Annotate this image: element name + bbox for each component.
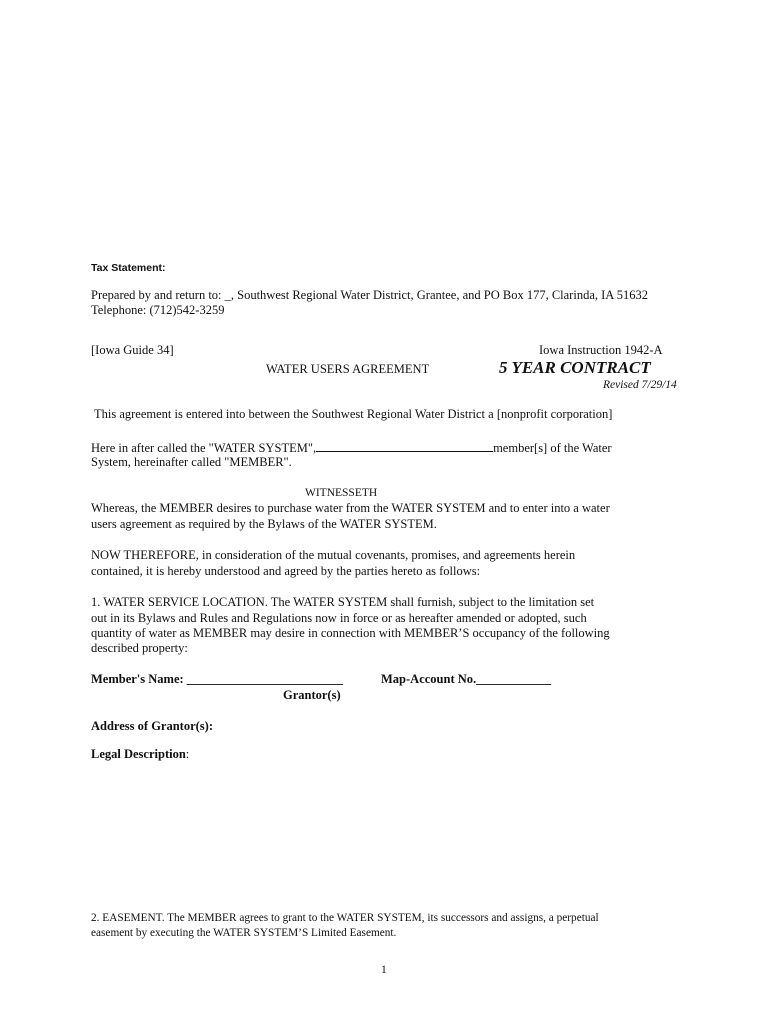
hereinafter-pre: Here in after called the "WATER SYSTEM", <box>91 441 317 455</box>
now-therefore-line-1: NOW THEREFORE, in consideration of the mutual covenants, promises, and agreements herein <box>91 548 576 562</box>
section2-line-1: 2. EASEMENT. The MEMBER agrees to grant to the WATER SYSTEM, its successors and assigns, a perpetual <box>91 912 599 924</box>
page-number: 1 <box>381 964 387 976</box>
grantor-label: Grantor(s) <box>283 688 341 702</box>
prepared-by-line-1: Prepared by and return to: _, Southwest Regional Water District, Grantee, and PO Box 177, Clarinda, IA 51632 <box>91 288 648 302</box>
section1-line-3: quantity of water as MEMBER may desire in connection with MEMBER’S occupancy of the following <box>91 626 610 640</box>
hereinafter-line-2: System, hereinafter called "MEMBER". <box>91 455 292 469</box>
iowa-instruction: Iowa Instruction 1942-A <box>539 343 663 357</box>
map-account-field: Map-Account No.____________ <box>381 672 552 686</box>
intro-paragraph: This agreement is entered into between the Southwest Regional Water District a [nonprofit corporation] <box>94 407 613 421</box>
hereinafter-post: member[s] of the Water <box>493 441 612 455</box>
address-of-grantor-label: Address of Grantor(s): <box>91 719 213 733</box>
contract-title: 5 YEAR CONTRACT <box>499 358 651 377</box>
prepared-by-line-2: Telephone: (712)542-3259 <box>91 303 225 317</box>
agreement-title: WATER USERS AGREEMENT <box>266 362 430 376</box>
whereas-line-2: users agreement as required by the Bylaws of the WATER SYSTEM. <box>91 517 437 531</box>
legal-description-label <box>91 747 189 763</box>
legal-description-colon: : <box>185 747 190 761</box>
now-therefore-line-2: contained, it is hereby understood and agreed by the parties hereto as follows: <box>91 564 481 578</box>
section1-line-1: 1. WATER SERVICE LOCATION. The WATER SYSTEM shall furnish, subject to the limitation set <box>91 595 595 609</box>
section2-line-2: easement by executing the WATER SYSTEM’S Limited Easement. <box>91 927 397 939</box>
whereas-line-1: Whereas, the MEMBER desires to purchase water from the WATER SYSTEM and to enter into a water <box>91 501 610 515</box>
iowa-guide: [Iowa Guide 34] <box>91 343 174 357</box>
section1-line-4: described property: <box>91 641 188 655</box>
tax-statement-label: Tax Statement: <box>91 262 166 274</box>
witnesseth-heading: WITNESSETH <box>305 487 378 499</box>
hereinafter-line-1 <box>91 439 612 457</box>
member-name-blank <box>316 439 493 452</box>
members-name-field: Member's Name: _________________________ <box>91 672 344 686</box>
section1-line-2: out in its Bylaws and Rules and Regulations now in force or as hereafter amended or adopted, such <box>91 611 587 625</box>
legal-description-text: Legal Description <box>91 747 186 761</box>
revised-date: Revised 7/29/14 <box>603 379 677 391</box>
